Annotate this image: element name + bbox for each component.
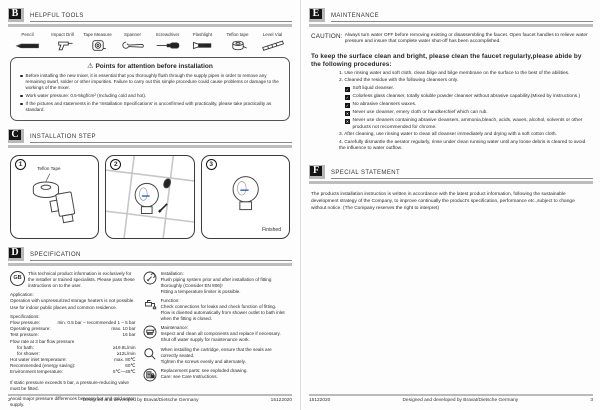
item-line: Flow is diverted automatically from shower outlet to bath inlet when the fitting is closed. — [160, 309, 285, 321]
installation-wrench-icon — [143, 271, 157, 285]
attention-box — [10, 57, 290, 121]
section-f-rule — [309, 181, 593, 184]
item-line: When installing the cartridge, ensure that the seals are correctly seated. — [160, 346, 272, 358]
maintenance-intro: To keep the surface clean and bright, please clean the faucet regularly,please abide by the following procedures: — [311, 52, 582, 68]
bullet-dot-icon — [20, 103, 23, 106]
section-e-title: MAINTENANCE — [331, 13, 593, 22]
section-d-header — [8, 247, 292, 261]
item-line: Shut off water supply for maintenance work. — [160, 337, 250, 343]
tape-measure-icon — [80, 39, 115, 52]
spec-note: If static pressure exceeds 5 bar, a pressure-reducing valve must be fitted. — [10, 379, 129, 391]
cleanser-text: Never use cleanser, emery cloth or handkerchief which can rub. — [352, 110, 488, 116]
magnifier-icon — [143, 347, 157, 361]
section-e-badge — [309, 8, 325, 22]
spec-value: 16 bar — [122, 332, 136, 338]
function-item-text — [161, 298, 290, 322]
section-e-header — [309, 8, 593, 22]
section-d-title: SPECIFICATION — [30, 252, 292, 261]
impact-drill-icon — [45, 39, 80, 52]
tool-level-vial — [255, 32, 290, 52]
function-item — [143, 298, 290, 322]
installation-item — [143, 271, 290, 295]
page-number: 2 — [8, 398, 11, 403]
screwdriver-icon — [150, 39, 185, 52]
item-line: Fitting a temperature limiter is possible. — [160, 288, 241, 294]
checked-box-icon: ✓ — [345, 94, 350, 100]
cleanser-item — [345, 102, 587, 108]
checked-box-icon: ✓ — [345, 102, 350, 108]
spec-value: 60℃ — [125, 363, 136, 369]
gb-note-text: This technical product information is exclusively for the installer or trained specialists. Please pass these instructions on to the user. — [28, 270, 135, 288]
replacement-parts-icon — [143, 368, 157, 382]
faucet-icon — [143, 298, 157, 312]
caution-text: Always turn water OFF before removing existing or disassembling the faucet. Open faucet handles to relieve water pressure and insure that complete water shut-off has been accomplished. — [344, 33, 588, 45]
application-line: Operation with unpressurized storage heaters is not possible. — [10, 298, 135, 304]
spec-row — [10, 369, 136, 375]
attention-title — [20, 62, 280, 70]
step-2-number: 2 — [110, 159, 121, 170]
tool-spanner-label: Spanner — [123, 32, 141, 37]
tool-flashlight-label: Flashlight — [192, 32, 213, 37]
cleanser-text: No abrasive cleansers waxes. — [352, 102, 417, 108]
spec-value: max. 10 bar — [111, 326, 136, 332]
page-3-footer — [309, 394, 593, 403]
maintenance-item-text — [161, 325, 281, 343]
spec-value: max. 80℃ — [114, 357, 136, 363]
spec-left-column — [10, 271, 136, 409]
spec-right-column — [143, 271, 290, 409]
section-d-letter: D — [9, 248, 21, 258]
attention-bullet-text: If the pictures and statements in the 'Installation Specifications' is unconfirmed with practicality, please take practicality as standard. — [25, 100, 272, 112]
tool-screwdriver — [150, 32, 185, 52]
cleanser-item — [345, 118, 587, 131]
finished-label: Finished — [262, 226, 281, 233]
teflon-tape-label: Teflon Tape — [37, 166, 61, 172]
page-number: 3 — [590, 398, 593, 403]
section-b-letter: B — [9, 9, 21, 19]
attention-title-text: Points for attention before installation — [95, 63, 213, 70]
replacement-item-text — [161, 368, 248, 382]
section-b-title: HELPFUL TOOLS — [30, 13, 292, 22]
spec-value: ≥19.8L/min — [112, 344, 136, 350]
checked-box-icon: ✓ — [345, 86, 350, 92]
caution-label: CAUTION: — [311, 33, 343, 40]
special-statement-text: The products installation instruction is written in accordance with the latest product information, following the sustainable development strategy of the Company, to improve continually the product's specification, performance etc.,subject to change without notice. (The Company reserves the right to interpret) — [311, 191, 575, 211]
item-line: Function: — [160, 298, 180, 303]
specification-body — [10, 271, 290, 409]
section-e-rule — [309, 24, 593, 27]
replacement-item — [143, 368, 290, 382]
spec-label: Recommended (energy saving): — [10, 363, 76, 369]
warning-icon: ⚠ — [87, 63, 94, 70]
cartridge-item — [143, 347, 290, 365]
section-c-header — [8, 129, 292, 143]
maintenance-item — [143, 325, 290, 343]
gb-badge: GB — [10, 271, 25, 286]
section-b-badge — [8, 8, 24, 22]
item-line: Installation: — [160, 270, 184, 276]
spec-value: min. 0.5 bar – recommended 1 – 5 bar — [57, 319, 136, 325]
crossed-box-icon: ✕ — [345, 110, 350, 116]
section-c-badge — [8, 129, 24, 143]
maintenance-step-3: 3. After cleaning, use rinsing water to clean all cleanser immediately and drying with a soft cotton cloth. — [339, 132, 557, 138]
page-3 — [300, 0, 600, 410]
spec-value: 5℃—45℃ — [113, 369, 136, 375]
item-line: Flush piping system prior and after installation of fitting thoroughly (Consider EN 806)! — [160, 276, 272, 288]
cartridge-item-text — [161, 347, 290, 365]
bullet-dot-icon — [20, 95, 23, 98]
item-line: Replacement parts: see exploded drawing. — [160, 368, 248, 374]
caution — [311, 33, 591, 46]
footer-credit: Designed and developed by Bravat/Dietsche Germany — [402, 398, 519, 403]
spec-label: Hot water inlet temperature: — [10, 357, 67, 363]
section-b-header — [8, 8, 292, 22]
tool-teflon-tape — [220, 32, 255, 52]
maintenance-step-1: 1. Use rinsing water and soft cloth, clean bilge and bilge membrane on the surface to the best of the abilities. — [339, 70, 570, 76]
attention-bullet-text: Before installing the new mixer, it is essential that you thoroughly flush through the supply pipes in order to remove any remaining swarf, solder or other impurities. Failure to carry out this simple procedure could cause problems or damage to the workings of the mixer. — [25, 73, 279, 91]
item-line: Tighten the screws evenly and alternately. — [160, 358, 246, 364]
page-2-footer — [8, 394, 292, 403]
bullet-dot-icon — [20, 75, 23, 78]
section-d-rule — [8, 263, 292, 266]
cleanser-item — [345, 110, 587, 116]
attention-bullet — [20, 73, 280, 92]
tool-tape-measure-label: Tape Measure — [83, 32, 112, 37]
tool-teflon-tape-label: Teflon tape — [226, 32, 249, 37]
tool-pencil-label: Pencil — [21, 32, 34, 37]
cleanser-text: Never use cleaners containing abrasive cleansers, ammonia,bleach, acids, waxes, alcohol, solvents or other products not recommended for chrome. — [352, 118, 583, 130]
cleanser-item — [345, 94, 587, 100]
cleanser-text: Soft liquid cleanser. — [352, 86, 395, 92]
section-f-letter: F — [310, 166, 322, 176]
spec-label: Test pressure: — [10, 332, 39, 338]
installation-steps — [10, 155, 290, 239]
brush-icon — [143, 325, 157, 339]
tool-spanner — [115, 32, 150, 52]
section-c-title: INSTALLATION STEP — [30, 134, 292, 143]
tool-flashlight — [185, 32, 220, 52]
tool-impact-drill-label: Impact Drill — [51, 32, 74, 37]
footer-date: 15122020 — [309, 398, 331, 403]
level-vial-icon — [255, 39, 290, 52]
cleanser-text: Colorless glass cleanser, totally soluble powder cleanser without abrasive capability.(Mixed by instructions.) — [352, 94, 581, 100]
tool-pencil — [10, 32, 45, 52]
tool-tape-measure — [80, 32, 115, 52]
spec-label: Flow rate at 3 bar flow pressure — [10, 338, 75, 344]
installation-item-text — [161, 271, 290, 295]
section-f-header — [309, 165, 593, 179]
pencil-icon — [10, 39, 45, 52]
tool-impact-drill — [45, 32, 80, 52]
cleanser-item — [345, 86, 587, 92]
item-line: Check connections for leaks and check function of fitting. — [160, 303, 277, 309]
install-step-3 — [201, 155, 290, 239]
attention-bullet — [20, 101, 280, 113]
tool-level-vial-label: Level Vial — [262, 32, 283, 37]
section-f-title: SPECIAL STATEMENT — [331, 170, 593, 179]
flashlight-icon — [185, 39, 220, 52]
gb-note — [10, 271, 136, 290]
spanner-icon — [115, 39, 150, 52]
spec-label: for bath: — [17, 344, 34, 350]
footer-date: 15122020 — [270, 398, 292, 403]
maintenance-step-2: 2. Cleaned the residue with the following cleansers only. — [339, 78, 459, 84]
crossed-box-icon: ✕ — [345, 118, 350, 124]
section-d-badge — [8, 247, 24, 261]
spec-label: Environment temperature: — [10, 369, 64, 375]
install-step-2 — [105, 155, 194, 239]
item-line: Maintenance: — [160, 325, 189, 331]
application-line: Use for indoor public places and common residence. — [10, 304, 117, 310]
install-step-1 — [10, 155, 99, 239]
specifications-label: Specifications: — [10, 313, 40, 319]
tools-row — [10, 32, 290, 52]
footer-credit: Designed and developed by Bravat/Dietsche Germany — [82, 398, 199, 403]
section-e-letter: E — [310, 9, 322, 19]
section-b-rule — [8, 24, 292, 27]
spec-label: Operating pressure: — [10, 326, 51, 332]
section-c-rule — [8, 145, 292, 148]
teflon-tape-icon — [220, 39, 255, 52]
step-1-number: 1 — [15, 159, 26, 170]
tool-screwdriver-label: Screwdriver — [155, 32, 180, 37]
spec-note: Avoid major pressure differences between hot and cold water supply. — [10, 396, 135, 408]
step-3-number: 3 — [206, 159, 217, 170]
item-line: Inspect and clean all components and replace if necessary. — [160, 331, 281, 337]
spec-label: Flow pressure: — [10, 319, 41, 325]
attention-bullet-text: Work water pressure: 0.5-5kgf/cm² (Including cold and hot). — [25, 93, 147, 99]
application-label: Application: — [10, 292, 34, 298]
section-f-badge — [309, 165, 325, 179]
section-c-letter: C — [9, 130, 21, 140]
maintenance-step-4: 4. Carefully dismantle the aerator regularly, rinse under clean running water until any loose debris is cleared to avoid the influence to water outflow. — [339, 139, 586, 152]
spec-value: ≥12L/min — [116, 350, 136, 356]
attention-bullet — [20, 93, 280, 99]
spec-label: for shower: — [17, 350, 40, 356]
item-line: Care: see Care Instructions. — [160, 374, 218, 380]
